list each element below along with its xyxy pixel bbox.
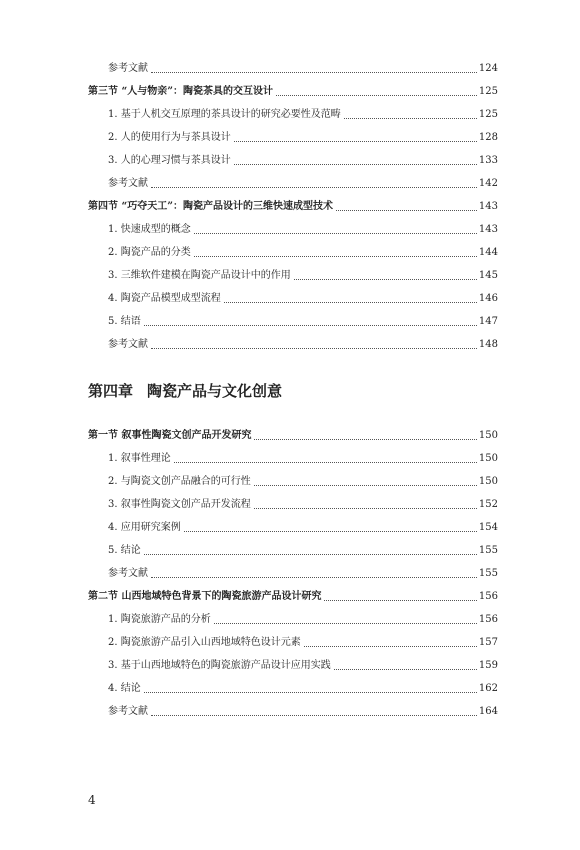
toc-entry-page: 155 [478,545,498,556]
leader-dots [194,233,477,234]
toc-entry-page: 124 [478,63,498,74]
toc-entry[interactable] [108,152,498,168]
leader-dots [214,623,477,624]
leader-dots [174,462,477,463]
toc-entry-page: 152 [478,499,498,510]
toc-entry[interactable] [108,129,498,145]
leader-dots [184,531,477,532]
toc-entry-page: 133 [478,155,498,166]
toc-entry-page: 164 [478,706,498,717]
chapter-number: 第四章 [88,382,134,400]
leader-dots [224,302,477,303]
leader-dots [234,164,477,165]
leader-dots [151,72,477,73]
toc-entry-page: 156 [478,614,498,625]
toc-entry[interactable] [108,657,498,673]
toc-entry-page: 150 [478,430,498,441]
toc-entry-title: 2. 人的使用行为与茶具设计 [108,132,231,143]
toc-entry[interactable] [108,290,498,306]
leader-dots [334,669,477,670]
toc-entry-title: 3. 人的心理习惯与茶具设计 [108,155,231,166]
toc-entry[interactable] [108,496,498,512]
leader-dots [344,118,477,119]
toc-entry-title: 第四节 “巧夺天工”：陶瓷产品设计的三维快速成型技术 [88,201,333,212]
toc-entry-references[interactable] [108,336,498,352]
toc-entry-references[interactable] [108,703,498,719]
toc-entry-title: 4. 陶瓷产品模型成型流程 [108,293,221,304]
toc-entry-page: 150 [478,453,498,464]
toc-entry[interactable] [108,450,498,466]
toc-entry[interactable] [108,267,498,283]
toc-entry-page: 142 [478,178,498,189]
toc-entry-references[interactable] [108,60,498,76]
toc-entry[interactable] [108,244,498,260]
page-number: 4 [88,793,96,807]
toc-entry-title: 1. 基于人机交互原理的茶具设计的研究必要性及范畴 [108,109,341,120]
toc-entry-title: 3. 三维软件建模在陶瓷产品设计中的作用 [108,270,291,281]
toc-entry-title: 参考文献 [108,568,148,579]
toc-entry[interactable] [108,106,498,122]
toc-entry-title: 第三节 “人与物亲”：陶瓷茶具的交互设计 [88,86,273,97]
chapter-heading [88,380,282,401]
toc-entry-title: 4. 结论 [108,683,141,694]
toc-entry-page: 143 [478,201,498,212]
leader-dots [151,715,477,716]
leader-dots [254,508,477,509]
leader-dots [151,348,477,349]
leader-dots [151,577,477,578]
toc-entry-title: 3. 叙事性陶瓷文创产品开发流程 [108,499,251,510]
toc-entry-title: 2. 与陶瓷文创产品融合的可行性 [108,476,251,487]
toc-entry-page: 125 [478,109,498,120]
leader-dots [276,95,477,96]
toc-entry-page: 154 [478,522,498,533]
toc-entry-page: 159 [478,660,498,671]
chapter-title: 陶瓷产品与文化创意 [147,382,283,400]
toc-entry-title: 5. 结论 [108,545,141,556]
toc-section-1[interactable] [88,427,498,443]
toc-entry-page: 156 [478,591,498,602]
toc-entry-title: 4. 应用研究案例 [108,522,181,533]
toc-section-4[interactable] [88,198,498,214]
leader-dots [234,141,477,142]
toc-entry-title: 1. 叙事性理论 [108,453,171,464]
leader-dots [336,210,477,211]
toc-section-2[interactable] [88,588,498,604]
toc-section-3[interactable] [88,83,498,99]
toc-entry-title: 5. 结语 [108,316,141,327]
toc-entry-page: 157 [478,637,498,648]
leader-dots [144,692,477,693]
toc-entry-page: 144 [478,247,498,258]
leader-dots [324,600,476,601]
toc-entry[interactable] [108,542,498,558]
toc-entry-page: 155 [478,568,498,579]
leader-dots [254,485,477,486]
toc-entry-title: 3. 基于山西地域特色的陶瓷旅游产品设计应用实践 [108,660,331,671]
toc-entry-page: 125 [478,86,498,97]
toc-entry-title: 第一节 叙事性陶瓷文创产品开发研究 [88,430,252,441]
leader-dots [144,325,477,326]
toc-entry-page: 148 [478,339,498,350]
toc-entry-page: 145 [478,270,498,281]
toc-entry-title: 参考文献 [108,63,148,74]
toc-entry-title: 参考文献 [108,706,148,717]
toc-entry[interactable] [108,519,498,535]
toc-entry[interactable] [108,473,498,489]
toc-entry-title: 参考文献 [108,178,148,189]
toc-entry-page: 128 [478,132,498,143]
leader-dots [151,187,477,188]
toc-entry-page: 143 [478,224,498,235]
toc-entry-references[interactable] [108,565,498,581]
leader-dots [304,646,477,647]
toc-entry[interactable] [108,611,498,627]
toc-entry-title: 第二节 山西地域特色背景下的陶瓷旅游产品设计研究 [88,591,322,602]
leader-dots [194,256,477,257]
toc-entry-title: 参考文献 [108,339,148,350]
toc-entry-page: 147 [478,316,498,327]
toc-entry[interactable] [108,634,498,650]
toc-entry-title: 1. 快速成型的概念 [108,224,191,235]
leader-dots [294,279,477,280]
toc-entry-page: 162 [478,683,498,694]
toc-entry-page: 150 [478,476,498,487]
toc-entry-page: 146 [478,293,498,304]
leader-dots [144,554,477,555]
leader-dots [254,439,476,440]
toc-entry-references[interactable] [108,175,498,191]
toc-entry-title: 2. 陶瓷产品的分类 [108,247,191,258]
toc-entry[interactable] [108,221,498,237]
toc-entry[interactable] [108,313,498,329]
toc-entry[interactable] [108,680,498,696]
toc-entry-title: 2. 陶瓷旅游产品引入山西地域特色设计元素 [108,637,301,648]
toc-entry-title: 1. 陶瓷旅游产品的分析 [108,614,211,625]
